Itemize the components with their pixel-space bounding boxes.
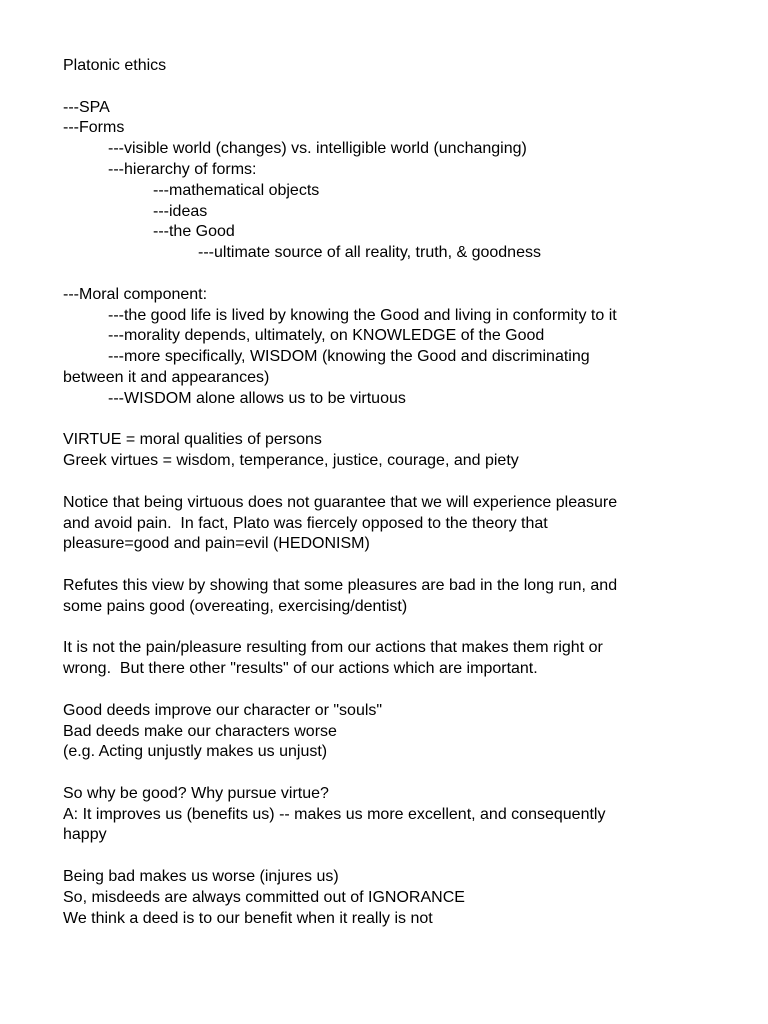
blank-line	[63, 680, 723, 701]
moral-item-wisdom-alone: ---WISDOM alone allows us to be virtuous	[108, 389, 406, 407]
paragraph-line: Refutes this view by showing that some pleasures are bad in the long run, and	[63, 576, 618, 594]
blank-line	[63, 846, 723, 867]
moral-item-good-life: ---the good life is lived by knowing the Good and living in conformity to it	[108, 306, 617, 324]
greek-virtues: Greek virtues = wisdom, temperance, justice, courage, and piety	[63, 452, 519, 470]
paragraph-line: Being bad makes us worse (injures us)	[63, 868, 339, 886]
blank-line	[63, 472, 723, 493]
blank-line	[63, 763, 723, 784]
moral-item-wisdom: ---more specifically, WISDOM (knowing the Good and discriminating	[108, 348, 590, 366]
paragraph-line: some pains good (overeating, exercising/dentist)	[63, 597, 408, 615]
blank-line	[63, 77, 723, 98]
paragraph-line: So, misdeeds are always committed out of IGNORANCE	[63, 888, 465, 906]
outline-item-ideas: ---ideas	[153, 202, 208, 220]
document-body	[63, 56, 723, 929]
outline-item-visible-world: ---visible world (changes) vs. intelligible world (unchanging)	[108, 140, 527, 158]
outline-item-the-good: ---the Good	[153, 223, 235, 241]
paragraph-line: Bad deeds make our characters worse	[63, 722, 337, 740]
blank-line	[63, 618, 723, 639]
paragraph-line: wrong. But there other "results" of our actions which are important.	[63, 660, 538, 678]
paragraph-line: So why be good? Why pursue virtue?	[63, 784, 329, 802]
paragraph-line: A: It improves us (benefits us) -- makes us more excellent, and consequently	[63, 805, 606, 823]
paragraph-line: happy	[63, 826, 107, 844]
blank-line	[63, 264, 723, 285]
paragraph-line: (e.g. Acting unjustly makes us unjust)	[63, 743, 328, 761]
moral-heading: ---Moral component:	[63, 285, 208, 303]
paragraph-line: Good deeds improve our character or "souls"	[63, 701, 383, 719]
virtue-definition: VIRTUE = moral qualities of persons	[63, 431, 322, 449]
paragraph-line: Notice that being virtuous does not guarantee that we will experience pleasure	[63, 493, 618, 511]
outline-item-mathematical: ---mathematical objects	[153, 181, 320, 199]
moral-item-knowledge: ---morality depends, ultimately, on KNOWLEDGE of the Good	[108, 327, 545, 345]
outline-item-ultimate-source: ---ultimate source of all reality, truth, & goodness	[198, 244, 541, 262]
paragraph-line: We think a deed is to our benefit when it really is not	[63, 909, 433, 927]
moral-item-wisdom-continued: between it and appearances)	[63, 368, 270, 386]
document-title: Platonic ethics	[63, 57, 167, 74]
outline-item-spa: ---SPA	[63, 98, 110, 116]
outline-item-hierarchy: ---hierarchy of forms:	[108, 160, 257, 178]
paragraph-line: pleasure=good and pain=evil (HEDONISM)	[63, 535, 370, 553]
outline-item-forms: ---Forms	[63, 119, 125, 137]
blank-line	[63, 555, 723, 576]
paragraph-line: and avoid pain. In fact, Plato was fiercely opposed to the theory that	[63, 514, 548, 532]
paragraph-line: It is not the pain/pleasure resulting from our actions that makes them right or	[63, 639, 603, 657]
blank-line	[63, 410, 723, 431]
